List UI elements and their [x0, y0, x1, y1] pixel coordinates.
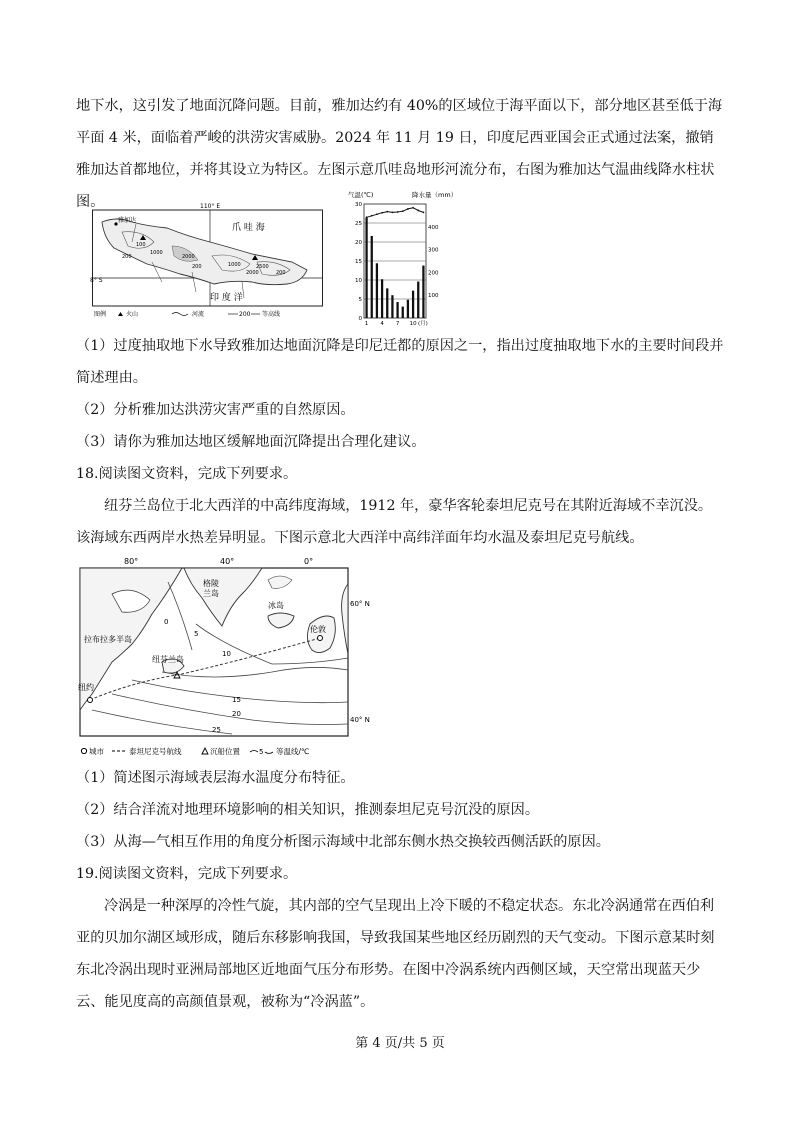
legend-title: 图例 — [94, 311, 107, 318]
isotherm-label: 10 — [222, 650, 231, 658]
q17-sub1: （1）过度抽取地下水导致雅加达地面沉降是印尼迁都的原因之一，指出过度抽取地下水的主要时间段并简述理由。 — [76, 338, 724, 386]
temperature-point — [407, 208, 409, 210]
y-left-tick: 25 — [355, 221, 362, 227]
y-left-tick: 30 — [355, 202, 362, 208]
isotherm-label: 20 — [232, 710, 241, 718]
q17-sub3: （3）请你为雅加达地区缓解地面沉降提出合理化建议。 — [76, 434, 426, 450]
y-left-label: 气温(℃) — [348, 191, 374, 199]
volcano-legend-icon — [118, 312, 123, 316]
temperature-point — [412, 207, 414, 209]
lon-label: 110° E — [200, 203, 221, 210]
river-legend-icon — [172, 313, 188, 316]
intro-paragraph: 地下水，这引发了地面沉降问题。目前，雅加达约有 40%的区域位于海平面以下，部分地区甚至低于海平面 4 米，面临着严峻的洪涝灾害威胁。2024 年 11 月 19 日，印度尼西亚国会正式通过法案，撤销雅加达首都地位，并将其设立为特区。左图示意爪哇岛地形河流分布，右图为雅加达气温曲线降水柱状图。 — [76, 98, 723, 210]
precip-bar — [365, 218, 367, 318]
precip-bar — [417, 282, 419, 318]
lon-0-label: 0° — [304, 557, 314, 566]
precip-bar — [391, 295, 393, 318]
precip-bar — [381, 279, 383, 318]
x-tick: 7 — [395, 321, 400, 327]
temperature-point — [417, 210, 419, 212]
x-axis-label: (月) — [418, 321, 428, 327]
isotherm-label: 25 — [212, 726, 221, 734]
q18-paragraph: 纽芬兰岛位于北大西洋的中高纬度海域，1912 年，豪华客轮泰坦尼克号在其附近海域不幸沉没。该海域东西两岸水热差异明显。下图示意北大西洋中高纬洋面年均水温及泰坦尼克号航线。 — [76, 498, 713, 546]
precip-bar — [422, 266, 424, 318]
city-legend-icon — [81, 748, 86, 753]
temperature-point — [402, 210, 404, 212]
legend-sink: 沉船位置 — [210, 747, 240, 756]
greenland-label-2: 兰岛 — [203, 589, 219, 598]
contour-label: 2000 — [246, 270, 259, 276]
isotherm-label: 5 — [194, 630, 199, 638]
temperature-point — [381, 212, 383, 214]
contour-label: 1000 — [150, 250, 163, 256]
lat-label: 8° S — [90, 277, 103, 284]
temperature-point — [397, 211, 399, 213]
legend-isotherm: 等温线/℃ — [276, 747, 310, 756]
temperature-point — [376, 213, 378, 215]
legend-contour: 等高线 — [262, 311, 281, 318]
contour-label: 1000 — [228, 262, 241, 268]
precip-bar — [407, 300, 409, 318]
x-tick: 4 — [380, 321, 384, 327]
contour-label: 200 — [276, 270, 286, 276]
temperature-point — [366, 216, 368, 218]
temperature-point — [371, 215, 373, 217]
precip-bar — [371, 236, 373, 318]
q19-paragraph: 冷涡是一种深厚的冷性气旋，其内部的空气呈现出上冷下暖的不稳定状态。东北冷涡通常在西伯利亚的贝加尔湖区域形成，随后东移影响我国，导致我国某些地区经历剧烈的天气变动。下图示意某时刻东北冷涡出现时亚洲局部地区近地面气压分布形势。在图中冷涡系统内西侧区域，天空常出现蓝天少云、能见度高的高颜值景观，被称为“冷涡蓝”。 — [76, 898, 715, 1010]
q18-heading: 18.阅读图文资料，完成下列要求。 — [76, 466, 298, 482]
newfoundland-label: 纽芬兰岛 — [152, 655, 184, 664]
lat-60-label: 60° N — [350, 600, 370, 608]
newyork-dot — [88, 698, 93, 703]
sink-legend-icon — [202, 748, 208, 754]
x-tick: 10 — [409, 321, 417, 327]
q17-sub2: （2）分析雅加达洪涝灾害严重的自然原因。 — [76, 402, 355, 418]
isotherm-label: 15 — [232, 696, 241, 704]
contour-label: 200 — [122, 254, 132, 260]
y-left-tick: 5 — [358, 297, 362, 303]
newyork-label: 纽约 — [78, 683, 94, 692]
north-atlantic-map — [72, 554, 372, 758]
q18-sub1: （1）简述图示海域表层海水温度分布特征。 — [76, 770, 355, 786]
x-tick: 1 — [364, 321, 369, 327]
contour-label: 2000 — [182, 254, 195, 260]
y-left-tick: 0 — [358, 316, 362, 322]
y-left-tick: 20 — [355, 240, 362, 246]
contour-label: 2500 — [256, 264, 269, 270]
labrador-label: 拉布拉多半岛 — [84, 635, 132, 644]
y-right-tick: 400 — [428, 224, 439, 231]
q18-sub2: （2）结合洋流对地理环境影响的相关知识，推测泰坦尼克号沉没的原因。 — [76, 802, 540, 818]
y-left-tick: 10 — [355, 278, 362, 284]
java-terrain-map — [92, 202, 328, 320]
precip-bar — [412, 291, 414, 318]
contour-label: 200 — [192, 264, 202, 270]
sea-north-label: 爪 哇 海 — [232, 223, 265, 233]
city-label: 雅加达 — [118, 217, 137, 224]
precip-bar — [386, 288, 388, 318]
lat-40-label: 40° N — [350, 716, 370, 724]
temperature-point — [386, 211, 388, 213]
isotherm-label: 0 — [164, 618, 169, 626]
london-label: 伦敦 — [310, 625, 326, 634]
legend-route: 泰坦尼克号航线 — [129, 747, 182, 756]
y-right-tick: 200 — [428, 270, 439, 277]
legend-city: 城市 — [89, 747, 104, 756]
legend-isotherm-sample: 5 — [259, 748, 264, 756]
greenland-label-1: 格陵 — [203, 579, 219, 588]
q19-heading: 19.阅读图文资料，完成下列要求。 — [76, 866, 298, 882]
legend-river: 河流 — [192, 311, 205, 318]
precip-bar — [396, 302, 398, 318]
y-right-tick: 100 — [428, 293, 439, 300]
ocean-south-label: 印 度 洋 — [210, 293, 243, 303]
jakarta-climate-chart — [346, 188, 464, 328]
legend-volcano: 火山 — [126, 311, 139, 318]
temperature-point — [392, 211, 394, 213]
q18-sub3: （3）从海—气相互作用的角度分析图示海域中北部东侧水热交换较西侧活跃的原因。 — [76, 834, 610, 850]
london-dot — [318, 636, 323, 641]
lon-80-label: 80° — [124, 557, 139, 566]
lon-40-label: 40° — [220, 557, 235, 566]
precip-bar — [402, 307, 404, 318]
legend-contour-sample: 200 — [239, 311, 251, 318]
page-footer: 第 4 页/共 5 页 — [355, 1036, 445, 1051]
y-right-label: 降水量（mm） — [412, 191, 458, 199]
contour-label: 100 — [136, 242, 146, 248]
temperature-point — [423, 211, 425, 213]
y-right-tick: 300 — [428, 247, 439, 254]
precip-bar — [376, 263, 378, 318]
y-left-tick: 15 — [355, 259, 362, 265]
iceland-label: 冰岛 — [268, 601, 284, 610]
